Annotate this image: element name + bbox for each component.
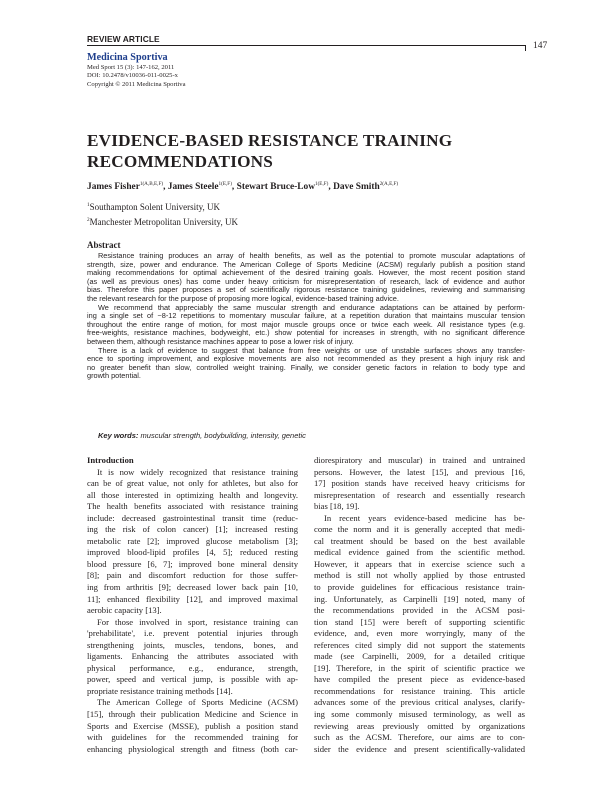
body-line: method is still not wholly applied by those entrusted xyxy=(314,570,525,581)
body-line: the recommendations provided in the ACSM posi- xyxy=(314,605,525,616)
affiliation-number: 1 xyxy=(87,202,90,208)
body-line: It is now widely recognized that resistance training xyxy=(97,466,298,477)
abstract-line: making recommendations for optimal achievement of the desired training goals. However, the most recent position stand xyxy=(87,268,525,278)
journal-name: Medicina Sportiva xyxy=(87,52,168,63)
body-line: In recent years evidence-based medicine has be- xyxy=(324,512,525,523)
abstract-line: We recommend that appreciably the same muscular strength and endurance adaptations can be attained by perform- xyxy=(98,302,525,312)
body-line: [19]. Therefore, in the spirit of scientific practice we xyxy=(314,662,525,673)
body-line: power, speed and vertical jump, is possible with ap- xyxy=(87,674,298,685)
keywords-label: Key words: xyxy=(98,431,139,440)
citation-line: Med Sport 15 (3): 147-162, 2011 xyxy=(87,64,175,71)
page-number: 147 xyxy=(533,41,548,51)
body-line: misrepresentation of research and essentially research xyxy=(314,489,525,500)
affiliation xyxy=(87,214,238,229)
section-heading-introduction: Introduction xyxy=(87,455,134,465)
abstract-line: throughout the entire range of motion, for most major muscle groups once or twice each week. All resistance types (e.g. xyxy=(87,319,525,329)
abstract-line: ing a single set of ~8-12 repetitions to momentary muscular failure, at a repetition duration that maintains muscular tension xyxy=(87,311,525,321)
body-line: The health benefits associated with resistance training xyxy=(87,501,298,512)
abstract-line: bias. Therefore this paper proposes a set of scientifically rigorous resistance training guidelines, reviewing and summarising xyxy=(87,285,525,295)
abstract-body xyxy=(87,252,525,381)
body-line: ing some commonly misused terminology, as well as xyxy=(314,709,525,720)
body-line: ing. Unfortunately, as Carpinelli [19] noted, many of xyxy=(314,593,525,604)
author-name: Dave Smith xyxy=(333,182,380,192)
left-column-text xyxy=(87,467,298,756)
body-line: made (see Carpinelli, 2009, for a detailed critique xyxy=(314,651,525,662)
body-line: to provide guidelines for efficacious resistance train- xyxy=(314,582,525,593)
body-line: enhancing physiological strength and fitness (both car- xyxy=(87,743,298,754)
body-line: physical performance, e.g., endurance, strength, xyxy=(87,662,298,673)
body-line: references cited simply did not support the statements xyxy=(314,639,525,650)
keywords-values: muscular strength, bodybuilding, intensity, genetic xyxy=(140,431,306,440)
affiliation-text: Manchester Metropolitan University, UK xyxy=(89,216,238,227)
citation-line: DOI: 10.2478/v10036-011-0025-x xyxy=(87,72,178,80)
affiliation-number: 2 xyxy=(87,216,90,223)
abstract-line: free-weights, resistance machines, bodyweight, etc.) show potential for increases in strength, with no significant difference xyxy=(87,328,525,338)
body-line: blood pressure [6, 7]; improved bone mineral density xyxy=(87,558,298,569)
author-name: James Fisher xyxy=(87,182,140,192)
body-line: [8]; pain and discomfort reduction for those suffer- xyxy=(87,570,298,581)
body-line: 17] position stands have received heavy criticisms for xyxy=(314,478,525,489)
body-line: strengthening joints, muscles, tendons, bones, and xyxy=(87,639,298,650)
abstract-heading: Abstract xyxy=(87,240,121,250)
body-line: can be of great value, not only for athletes, but also for xyxy=(87,478,298,489)
abstract-line: (as well as previous ones) has come under heavy criticism for misrepresentation of research, lack of evidence and author xyxy=(87,276,525,286)
body-line: improved blood-lipid profiles [4, 5]; reduced resting xyxy=(87,547,298,558)
title-line: EVIDENCE-BASED RESISTANCE TRAINING xyxy=(87,131,453,150)
header-rule xyxy=(87,45,525,46)
body-line: Sports and Exercise (MSSE), publish a position stand xyxy=(87,720,298,731)
title-line: RECOMMENDATIONS xyxy=(87,151,274,171)
citation-block xyxy=(87,64,186,89)
affiliation-text: Southampton Solent University, UK xyxy=(89,202,221,212)
author-name: James Steele xyxy=(167,182,219,192)
body-line: ligaments. Enhancing the attributes associated with xyxy=(87,651,298,662)
body-line: 'prehabilitate', i.e. prevent potential injuries through xyxy=(87,628,298,639)
body-line: recommendations for resistance training. This article xyxy=(314,685,525,696)
body-line: For those involved in sport, resistance training can xyxy=(97,616,298,627)
author-affiliation-mark: 1(E,F) xyxy=(218,181,232,187)
keywords xyxy=(98,431,306,440)
body-line: advances some of the previous critical analyses, clarify- xyxy=(314,697,525,708)
author-affiliation-mark: 1(E,F) xyxy=(314,181,329,187)
body-line: metabolic rate [2]; improved glucose metabolism [3]; xyxy=(87,535,298,546)
abstract-line: strength, size, power and endurance. The American College of Sports Medicine (ACSM) regularly publish a position stand xyxy=(87,259,525,269)
body-line: medical evidence gained from the scientific method. xyxy=(314,547,525,558)
body-line: 11]; enhanced flexibility [12], and improved maximal xyxy=(87,593,298,604)
body-line: propriate resistance training methods [14]. xyxy=(87,685,233,696)
body-line: diorespiratory and muscular) in trained and untrained xyxy=(314,455,525,465)
abstract-line: There is a lack of evidence to suggest that balance from free weights or use of unstable surfaces shows any transfer- xyxy=(98,345,525,355)
body-line: aerobic capacity [13]. xyxy=(87,605,162,616)
body-column-right xyxy=(314,455,525,755)
abstract-line: Resistance training produces an array of health benefits, as well as the potential to promote muscular adaptations of xyxy=(98,251,525,260)
body-line: all those interested in optimizing health and longevity. xyxy=(87,489,298,500)
abstract-line: the relevant research for the purpose of proposing more logical, evidence-based training advice. xyxy=(87,293,399,303)
body-line: come the norm and it is generally accepted that medi- xyxy=(314,524,525,535)
author-name: Stewart Bruce-Low xyxy=(236,182,315,192)
body-line: persons. However, the latest [15], and previous [16, xyxy=(314,466,525,477)
body-line: evidence, and, even more worryingly, many of the xyxy=(314,628,525,639)
author-list: James Fisher$^{1(A,B,E,F)}$, James Steele$^{1(E,F)}$, Stewart Bruce-Low$^{1(E,F)}$, Dave Smith$^{2(A,E,F)}$ xyxy=(87,181,399,192)
body-line: have compiled the present piece as evidence-based xyxy=(314,674,525,685)
body-line: However, it appears that in exercise science such a xyxy=(314,558,525,569)
author-affiliation-mark: 2(A,E,F) xyxy=(379,181,399,187)
body-line: bias [18, 19]. xyxy=(314,501,360,512)
body-line: cal treatment should be based on the best available xyxy=(314,535,525,546)
body-line: ing from arthritis [9]; decreased lower back pain [10, xyxy=(87,582,298,593)
abstract-line: growth potential. xyxy=(87,371,141,381)
body-line: [15], through their publication Medicine and Science in xyxy=(87,709,298,720)
abstract-line: between them, although resistance machines appear to pose a lower risk of injury. xyxy=(87,336,354,346)
abstract-line: no greater benefit than slow, controlled weight training. Finally, we consider genetic factors in relation to body type and xyxy=(87,362,525,372)
body-line: include: decreased gastrointestinal transit time (reduc- xyxy=(87,512,298,523)
right-column-text xyxy=(314,455,525,755)
section-label: REVIEW ARTICLE xyxy=(87,34,160,44)
article-title xyxy=(87,131,452,172)
body-column-left xyxy=(87,455,298,755)
affiliation xyxy=(87,199,238,214)
citation-line: Copyright © 2011 Medicina Sportiva xyxy=(87,80,186,88)
body-line: tion stand [15] were bereft of supporting scientific xyxy=(314,616,525,627)
body-line: The American College of Sports Medicine (ACSM) xyxy=(97,697,298,708)
body-line: with guidelines for the recommended training for xyxy=(87,732,298,743)
body-line: sider the evidence and present scientifically-validated xyxy=(314,743,525,754)
author-affiliation-mark: 1(A,B,E,F) xyxy=(139,181,164,187)
affiliation-list xyxy=(87,199,238,228)
body-line: such as the ACSM. Therefore, our aims are to con- xyxy=(314,732,525,743)
body-line: ing the risk of colon cancer) [1]; increased resting xyxy=(87,524,298,535)
body-line: reviewing areas previously omitted by organizations xyxy=(314,720,525,731)
header-rule-tick xyxy=(525,45,526,51)
abstract-line: ence to sporting improvement, and explosive movements are also not recommended as they present a high injury risk and xyxy=(87,354,525,364)
